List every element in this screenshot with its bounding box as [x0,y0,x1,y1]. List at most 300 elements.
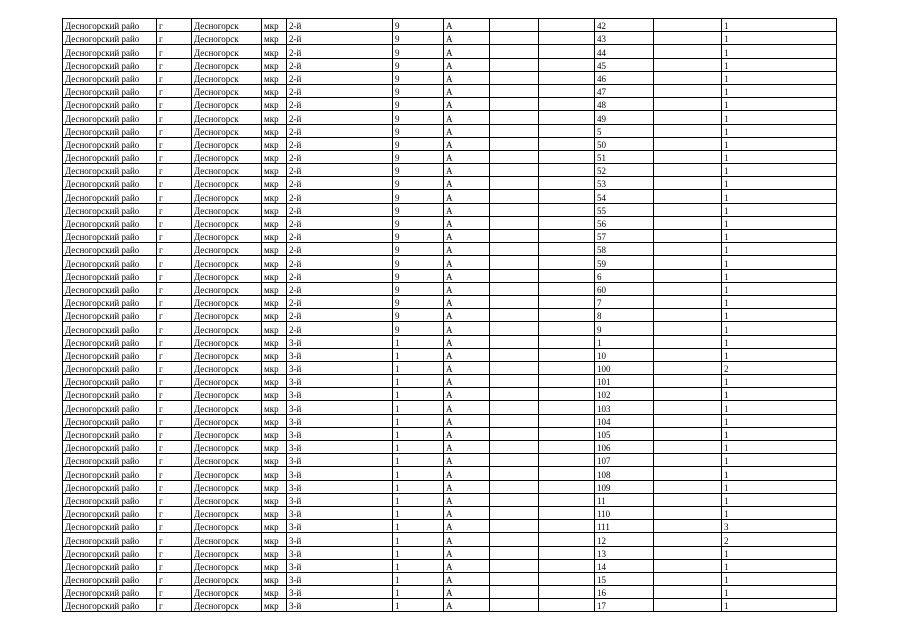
street-type-cell: мкр [262,282,287,295]
street-cell: 2-й [287,124,393,137]
locality-cell: Десногорск [192,124,262,137]
building-cell: А [444,98,490,111]
apartment-cell: 13 [595,546,654,559]
apartment-cell: 44 [595,45,654,58]
apartment-cell: 7 [595,295,654,308]
house-cell: 9 [393,84,444,97]
street-cell: 3-й [287,533,393,546]
count-cell: 1 [722,58,837,71]
count-cell: 1 [722,493,837,506]
table-row [63,45,837,58]
district-cell: Десногорский райо [63,586,157,599]
count-cell: 1 [722,467,837,480]
locality-type-cell: г [157,190,192,203]
table-row [63,84,837,97]
street-cell: 2-й [287,322,393,335]
count-cell: 1 [722,401,837,414]
apartment-cell: 56 [595,216,654,229]
street-type-cell: мкр [262,348,287,361]
locality-cell: Десногорск [192,322,262,335]
house-cell: 9 [393,32,444,45]
locality-cell: Десногорск [192,427,262,440]
apartment-cell: 11 [595,493,654,506]
house-cell: 1 [393,414,444,427]
locality-type-cell: г [157,414,192,427]
locality-type-cell: г [157,309,192,322]
building-cell: А [444,361,490,374]
district-cell: Десногорский райо [63,269,157,282]
locality-cell: Десногорск [192,111,262,124]
apartment-cell: 42 [595,19,654,32]
street-type-cell: мкр [262,243,287,256]
house-cell: 9 [393,164,444,177]
locality-cell: Десногорск [192,150,262,163]
extra-cell-1 [490,32,539,45]
table-row [63,164,837,177]
house-cell: 9 [393,295,444,308]
extra-cell-2 [539,164,595,177]
extra-cell-1 [490,84,539,97]
locality-type-cell: г [157,216,192,229]
district-cell: Десногорский райо [63,282,157,295]
street-type-cell: мкр [262,71,287,84]
extra-cell-1 [490,572,539,585]
street-cell: 2-й [287,84,393,97]
building-cell: А [444,230,490,243]
extra-cell-1 [490,45,539,58]
extra-cell-3 [654,520,722,533]
count-cell: 1 [722,295,837,308]
table-row [63,190,837,203]
extra-cell-3 [654,506,722,519]
street-type-cell: мкр [262,45,287,58]
locality-cell: Десногорск [192,572,262,585]
locality-type-cell: г [157,58,192,71]
house-cell: 9 [393,230,444,243]
street-cell: 3-й [287,599,393,612]
locality-cell: Десногорск [192,375,262,388]
building-cell: А [444,546,490,559]
building-cell: А [444,190,490,203]
building-cell: А [444,177,490,190]
street-cell: 3-й [287,480,393,493]
extra-cell-1 [490,164,539,177]
district-cell: Десногорский райо [63,441,157,454]
street-type-cell: мкр [262,559,287,572]
extra-cell-3 [654,401,722,414]
extra-cell-1 [490,309,539,322]
locality-type-cell: г [157,164,192,177]
locality-type-cell: г [157,586,192,599]
table-row [63,454,837,467]
extra-cell-1 [490,230,539,243]
locality-type-cell: г [157,454,192,467]
extra-cell-3 [654,150,722,163]
extra-cell-3 [654,282,722,295]
street-cell: 3-й [287,506,393,519]
table-row [63,480,837,493]
locality-cell: Десногорск [192,559,262,572]
locality-cell: Десногорск [192,190,262,203]
table-row [63,414,837,427]
district-cell: Десногорский райо [63,467,157,480]
house-cell: 9 [393,309,444,322]
apartment-cell: 104 [595,414,654,427]
house-cell: 1 [393,559,444,572]
street-type-cell: мкр [262,124,287,137]
locality-type-cell: г [157,361,192,374]
table-row [63,348,837,361]
apartment-cell: 45 [595,58,654,71]
street-type-cell: мкр [262,546,287,559]
extra-cell-2 [539,32,595,45]
building-cell: А [444,58,490,71]
extra-cell-3 [654,493,722,506]
extra-cell-1 [490,480,539,493]
house-cell: 1 [393,493,444,506]
table-row [63,203,837,216]
house-cell: 1 [393,586,444,599]
locality-cell: Десногорск [192,177,262,190]
house-cell: 9 [393,19,444,32]
building-cell: А [444,348,490,361]
extra-cell-2 [539,375,595,388]
extra-cell-2 [539,546,595,559]
locality-cell: Десногорск [192,348,262,361]
extra-cell-2 [539,361,595,374]
extra-cell-2 [539,480,595,493]
building-cell: А [444,45,490,58]
extra-cell-3 [654,230,722,243]
locality-type-cell: г [157,506,192,519]
district-cell: Десногорский райо [63,256,157,269]
street-type-cell: мкр [262,533,287,546]
street-type-cell: мкр [262,572,287,585]
house-cell: 1 [393,388,444,401]
extra-cell-1 [490,203,539,216]
table-body [63,19,837,612]
locality-cell: Десногорск [192,269,262,282]
count-cell: 1 [722,45,837,58]
district-cell: Десногорский райо [63,216,157,229]
extra-cell-3 [654,58,722,71]
street-cell: 3-й [287,559,393,572]
building-cell: А [444,269,490,282]
district-cell: Десногорский райо [63,19,157,32]
locality-type-cell: г [157,533,192,546]
district-cell: Десногорский райо [63,520,157,533]
extra-cell-2 [539,441,595,454]
extra-cell-2 [539,599,595,612]
count-cell: 1 [722,19,837,32]
table-row [63,586,837,599]
building-cell: А [444,533,490,546]
street-cell: 2-й [287,98,393,111]
table-row [63,98,837,111]
district-cell: Десногорский райо [63,599,157,612]
extra-cell-1 [490,137,539,150]
count-cell: 1 [722,546,837,559]
street-type-cell: мкр [262,309,287,322]
extra-cell-2 [539,124,595,137]
building-cell: А [444,441,490,454]
locality-type-cell: г [157,335,192,348]
locality-type-cell: г [157,137,192,150]
house-cell: 1 [393,572,444,585]
table-row [63,322,837,335]
locality-type-cell: г [157,295,192,308]
house-cell: 1 [393,348,444,361]
street-cell: 2-й [287,111,393,124]
street-type-cell: мкр [262,493,287,506]
street-type-cell: мкр [262,19,287,32]
extra-cell-3 [654,98,722,111]
district-cell: Десногорский райо [63,454,157,467]
street-type-cell: мкр [262,467,287,480]
count-cell: 1 [722,414,837,427]
building-cell: А [444,164,490,177]
table-row [63,124,837,137]
street-type-cell: мкр [262,203,287,216]
count-cell: 1 [722,454,837,467]
building-cell: А [444,32,490,45]
district-cell: Десногорский райо [63,164,157,177]
district-cell: Десногорский райо [63,414,157,427]
extra-cell-3 [654,269,722,282]
extra-cell-3 [654,586,722,599]
extra-cell-2 [539,295,595,308]
apartment-cell: 9 [595,322,654,335]
extra-cell-2 [539,190,595,203]
extra-cell-3 [654,309,722,322]
district-cell: Десногорский райо [63,111,157,124]
street-type-cell: мкр [262,190,287,203]
locality-cell: Десногорск [192,586,262,599]
extra-cell-2 [539,19,595,32]
extra-cell-1 [490,467,539,480]
apartment-cell: 46 [595,71,654,84]
house-cell: 9 [393,177,444,190]
locality-type-cell: г [157,388,192,401]
locality-cell: Десногорск [192,401,262,414]
table-row [63,559,837,572]
extra-cell-2 [539,177,595,190]
extra-cell-3 [654,190,722,203]
count-cell: 1 [722,32,837,45]
house-cell: 1 [393,599,444,612]
district-cell: Десногорский райо [63,190,157,203]
table-row [63,230,837,243]
extra-cell-3 [654,480,722,493]
building-cell: А [444,150,490,163]
street-cell: 2-й [287,190,393,203]
locality-type-cell: г [157,348,192,361]
table-row [63,58,837,71]
apartment-cell: 103 [595,401,654,414]
locality-type-cell: г [157,150,192,163]
extra-cell-3 [654,533,722,546]
extra-cell-1 [490,177,539,190]
street-type-cell: мкр [262,84,287,97]
street-cell: 2-й [287,19,393,32]
locality-type-cell: г [157,230,192,243]
locality-type-cell: г [157,282,192,295]
extra-cell-2 [539,572,595,585]
locality-cell: Десногорск [192,164,262,177]
extra-cell-3 [654,388,722,401]
building-cell: А [444,520,490,533]
district-cell: Десногорский райо [63,71,157,84]
extra-cell-1 [490,282,539,295]
locality-cell: Десногорск [192,520,262,533]
table-row [63,506,837,519]
locality-type-cell: г [157,243,192,256]
count-cell: 1 [722,572,837,585]
house-cell: 9 [393,124,444,137]
locality-type-cell: г [157,480,192,493]
street-cell: 3-й [287,401,393,414]
extra-cell-3 [654,256,722,269]
extra-cell-2 [539,348,595,361]
street-cell: 3-й [287,454,393,467]
extra-cell-3 [654,375,722,388]
extra-cell-1 [490,454,539,467]
street-cell: 2-й [287,45,393,58]
house-cell: 1 [393,533,444,546]
locality-type-cell: г [157,520,192,533]
extra-cell-2 [539,506,595,519]
extra-cell-1 [490,559,539,572]
house-cell: 1 [393,441,444,454]
locality-type-cell: г [157,427,192,440]
street-cell: 2-й [287,269,393,282]
street-cell: 3-й [287,361,393,374]
locality-type-cell: г [157,203,192,216]
table-row [63,269,837,282]
street-cell: 3-й [287,572,393,585]
house-cell: 9 [393,243,444,256]
extra-cell-1 [490,361,539,374]
street-cell: 2-й [287,216,393,229]
extra-cell-1 [490,98,539,111]
count-cell: 1 [722,256,837,269]
apartment-cell: 10 [595,348,654,361]
street-cell: 2-й [287,203,393,216]
table-row [63,599,837,612]
locality-cell: Десногорск [192,256,262,269]
extra-cell-2 [539,256,595,269]
extra-cell-2 [539,269,595,282]
locality-cell: Десногорск [192,533,262,546]
apartment-cell: 47 [595,84,654,97]
table-row [63,520,837,533]
street-cell: 2-й [287,230,393,243]
extra-cell-2 [539,388,595,401]
extra-cell-2 [539,243,595,256]
table-row [63,401,837,414]
extra-cell-2 [539,150,595,163]
locality-cell: Десногорск [192,361,262,374]
extra-cell-3 [654,177,722,190]
locality-type-cell: г [157,71,192,84]
street-cell: 3-й [287,441,393,454]
district-cell: Десногорский райо [63,506,157,519]
building-cell: А [444,243,490,256]
street-cell: 2-й [287,177,393,190]
house-cell: 1 [393,335,444,348]
count-cell: 1 [722,124,837,137]
locality-cell: Десногорск [192,84,262,97]
building-cell: А [444,295,490,308]
count-cell: 1 [722,164,837,177]
locality-cell: Десногорск [192,98,262,111]
locality-type-cell: г [157,256,192,269]
locality-type-cell: г [157,467,192,480]
extra-cell-3 [654,295,722,308]
apartment-cell: 59 [595,256,654,269]
street-cell: 2-й [287,71,393,84]
extra-cell-3 [654,137,722,150]
building-cell: А [444,216,490,229]
extra-cell-3 [654,454,722,467]
street-cell: 2-й [287,295,393,308]
street-cell: 2-й [287,256,393,269]
building-cell: А [444,586,490,599]
locality-cell: Десногорск [192,19,262,32]
count-cell: 1 [722,335,837,348]
apartment-cell: 60 [595,282,654,295]
table-row [63,295,837,308]
building-cell: А [444,388,490,401]
house-cell: 9 [393,282,444,295]
extra-cell-1 [490,441,539,454]
locality-cell: Десногорск [192,216,262,229]
house-cell: 1 [393,520,444,533]
locality-type-cell: г [157,375,192,388]
house-cell: 9 [393,137,444,150]
street-type-cell: мкр [262,164,287,177]
table-row [63,361,837,374]
count-cell: 1 [722,269,837,282]
house-cell: 9 [393,256,444,269]
building-cell: А [444,506,490,519]
district-cell: Десногорский райо [63,401,157,414]
locality-type-cell: г [157,599,192,612]
extra-cell-3 [654,124,722,137]
apartment-cell: 52 [595,164,654,177]
building-cell: А [444,414,490,427]
count-cell: 1 [722,322,837,335]
count-cell: 1 [722,190,837,203]
house-cell: 9 [393,190,444,203]
locality-type-cell: г [157,572,192,585]
extra-cell-2 [539,322,595,335]
street-type-cell: мкр [262,414,287,427]
locality-type-cell: г [157,177,192,190]
street-type-cell: мкр [262,427,287,440]
building-cell: А [444,467,490,480]
street-type-cell: мкр [262,388,287,401]
count-cell: 1 [722,203,837,216]
building-cell: А [444,84,490,97]
district-cell: Десногорский райо [63,150,157,163]
extra-cell-1 [490,414,539,427]
extra-cell-3 [654,427,722,440]
apartment-cell: 15 [595,572,654,585]
locality-cell: Десногорск [192,243,262,256]
building-cell: А [444,137,490,150]
table-row [63,427,837,440]
